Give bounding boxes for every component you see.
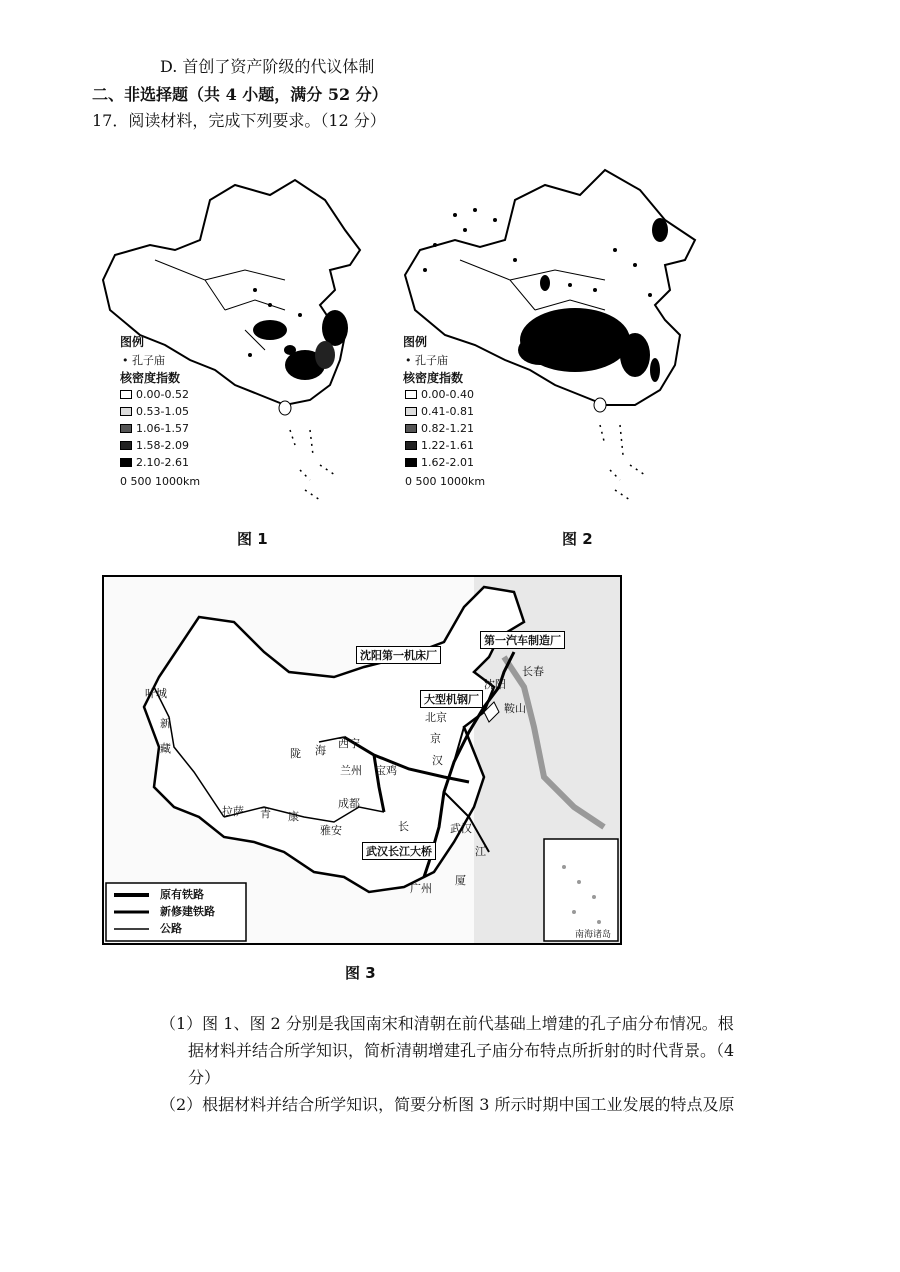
city-lhasa: 拉萨: [222, 805, 244, 818]
fig2-caption: 图 2: [562, 530, 593, 548]
fig1-range-3: 1.58-2.09: [120, 439, 189, 452]
city-shenyang: 沈阳: [484, 678, 506, 691]
route-char-xia: 厦: [455, 874, 466, 887]
fig1-legend-title: 图例: [120, 335, 145, 349]
city-yaan: 雅安: [320, 824, 342, 837]
fig2-range-4: 1.62-2.01: [405, 456, 474, 469]
route-char-qing: 青: [260, 807, 271, 820]
q1-line-1: （1）图 1、图 2 分别是我国南宋和清朝在前代基础上增建的孔子庙分布情况。根: [160, 1014, 734, 1033]
fig1-range-4: 2.10-2.61: [120, 456, 189, 469]
fig1-density-title: 核密度指数: [120, 371, 181, 385]
city-changchun: 长春: [522, 665, 544, 678]
route-char-long: 陇: [290, 747, 301, 760]
fig2-range-3: 1.22-1.61: [405, 439, 474, 452]
city-baoji: 宝鸡: [375, 764, 397, 777]
fig3-legend-new: 新修建铁路: [160, 905, 215, 918]
fig1-range-2: 1.06-1.57: [120, 422, 189, 435]
box-wuhan-bridge: 武汉长江大桥: [362, 842, 436, 860]
route-char-kang: 康: [288, 810, 299, 823]
fig2-scale: 0 500 1000km: [405, 475, 486, 488]
fig1-marker: [122, 352, 165, 368]
fig1-range-0: 0.00-0.52: [120, 388, 189, 401]
fig1-scale: 0 500 1000km: [120, 475, 201, 488]
fig2-marker: [405, 352, 448, 368]
fig1-range-1: 0.53-1.05: [120, 405, 189, 418]
fig1-marker-label: • 孔子庙: [122, 354, 165, 367]
route-char-hai: 海: [315, 744, 326, 757]
fig2-range-2: 0.82-1.21: [405, 422, 474, 435]
route-char-han: 汉: [432, 754, 443, 767]
route-char-jing: 京: [430, 732, 441, 745]
q2-line-1: （2）根据材料并结合所学知识，简要分析图 3 所示时期中国工业发展的特点及原: [160, 1095, 735, 1114]
fig1-caption: 图 1: [237, 530, 268, 548]
city-yecheng: 叶城: [145, 687, 167, 700]
city-chengdu: 成都: [338, 797, 360, 810]
route-char-chang: 长: [398, 820, 409, 833]
fig3-inset-label: 南海诸岛: [575, 930, 612, 940]
route-char-xin: 新: [160, 717, 171, 730]
fig2-density-title: 核密度指数: [403, 371, 464, 385]
fig3-legend-road: 公路: [160, 922, 182, 935]
box-big-steel: 大型机钢厂: [420, 690, 483, 708]
question-17: 17．阅读材料，完成下列要求。（12 分）: [92, 111, 386, 130]
section-title: 二、非选择题（共 4 小题，满分 52 分）: [92, 85, 388, 104]
fig2-marker-label: • 孔子庙: [405, 354, 448, 367]
box-first-auto: 第一汽车制造厂: [480, 631, 565, 649]
city-anshan: 鞍山: [504, 702, 526, 715]
city-beijing: 北京: [425, 711, 447, 724]
city-guangzhou: 广州: [410, 882, 432, 895]
fig3-legend-existing: 原有铁路: [160, 888, 204, 901]
route-char-jiang: 江: [475, 845, 486, 858]
fig2-range-1: 0.41-0.81: [405, 405, 474, 418]
city-wuhan: 武汉: [450, 822, 472, 835]
q1-line-3: 分）: [188, 1068, 221, 1087]
fig2-legend-title: 图例: [403, 335, 428, 349]
option-d: D. 首创了资产阶级的代议体制: [160, 57, 375, 76]
q1-line-2: 据材料并结合所学知识，简析清朝增建孔子庙分布特点所折射的时代背景。（4: [188, 1041, 735, 1060]
fig3-caption: 图 3: [345, 964, 376, 982]
fig2-range-0: 0.00-0.40: [405, 388, 474, 401]
city-lanzhou: 兰州: [340, 764, 362, 777]
city-xining: 西宁: [338, 737, 360, 750]
route-char-zang: 藏: [160, 742, 171, 755]
box-shenyang-machine: 沈阳第一机床厂: [356, 646, 441, 664]
